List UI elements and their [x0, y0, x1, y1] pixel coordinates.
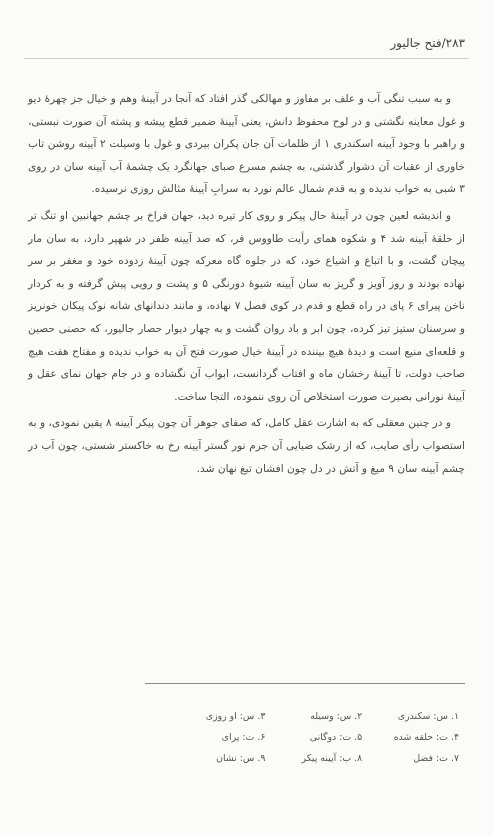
running-header: ۲۸۳/فتح جالیور [390, 36, 465, 50]
header-divider [24, 58, 469, 59]
footnote: ۳. س: او روزی [205, 711, 266, 722]
footnote: ۲. س: وسیله [310, 711, 363, 722]
footnote: ۸. ب: آیینه پیکر [301, 753, 363, 764]
paragraph: و در چنین معقلی که به اشارت عقل کامل، که صفای جوهر آن چون پیکر آیینه ۸ یقین نمودی، و به استصواب رأی صایب، که از رشک ضیایی آن جرم نور گستر آیینه رخ به خاکستر شستی، چون آب در چشم آیینه سان ۹ میغ و آتش در دل چون افشان تیغ نهان شد. [28, 417, 465, 475]
paragraph: و اندیشه لعین چون در آیینهٔ حال پیکر و روی کار تیره دید، جهان فراخ بر چشم جهانبین او تنگ تر از حلقهٔ آیینه شد ۴ و شکوه همای رأیت طاووس فر، که صد آیینه ظفر در شهپر دارد، به سان مار پیچان گشت، و با اتباع و اشیاع خود، که در جلوه گاه معرکه چون آیینهٔ زدوده خود و مغفر بر سر نهاده بودند و روز آویز و گریز به سان آیینه شیوهٔ دورنگی ۵ و پشت و رویی پیش گرفته و به کردار ناخن پیرای ۶ پای در راه قطع و قدم در کوی فصل ۷ نهاده، و مانند دندانهای شانه نوک پیکان خونریز و سرسنان ستیز تیز کرده، چون ابر و باد روان گشت و به چهار دیوار حصار جالیور، که حصنی حصین و قلعه‌ای منیع است و دیدهٔ هیچ بیننده در آیینهٔ خیال صورت فتح آن به خواب ندیده و مفتاح هفت هیچ صاحب دولت، تا آیینهٔ رخشان ماه و افتاب گردانست، ابواب آن نگشاده و در جام جهان نمای عقل و آیینهٔ نورانی بصیرت صورت استخلاص آن روی ننموده، التجا ساخت. [28, 209, 465, 403]
paragraph: و به سبب تنگی آب و علف بر مفاوز و مهالکی گذر افتاد که آنجا در آیینهٔ وهم و خیال جز چهرهٔ دیو و غول معاینه نگشتی و در لوح محفوظ دانش، یعنی آیینهٔ ضمیر قطع پیشه و پشته آن صورت نبستی، و راهبر با وجود آیینه اسکندری ۱ از ظلمات آن جان پکران بیردی و غول با وسیلت ۲ آیینه روشن تاب خاوری از عقبات آن دشوار گذشتی، به چشم مسرع صبای جهانگرد یک چشمهٔ آب آیینه سان در روی ۳ شبی به خواب ندیده و به قدم شمال عالم نورد به سرابِ آیینهٔ مثالش روزی نرسیده. [28, 93, 466, 196]
footnote-row [170, 748, 459, 769]
footnote: ۴. ت: حلقه شده [393, 732, 459, 743]
footnote: ۱. س: سکندری [397, 711, 459, 722]
footnote-divider [145, 683, 465, 684]
footnote-row [170, 727, 459, 748]
footnote: ۶. ت: پرای [221, 732, 266, 743]
footnote: ۵. ت: دوگانی [309, 732, 363, 743]
footnote-row [170, 706, 459, 727]
body-text [28, 88, 465, 480]
footnote: ۹. س: نشان [216, 753, 266, 764]
footnotes [170, 706, 459, 769]
footnote: ۷. ت: فضل [413, 753, 459, 764]
